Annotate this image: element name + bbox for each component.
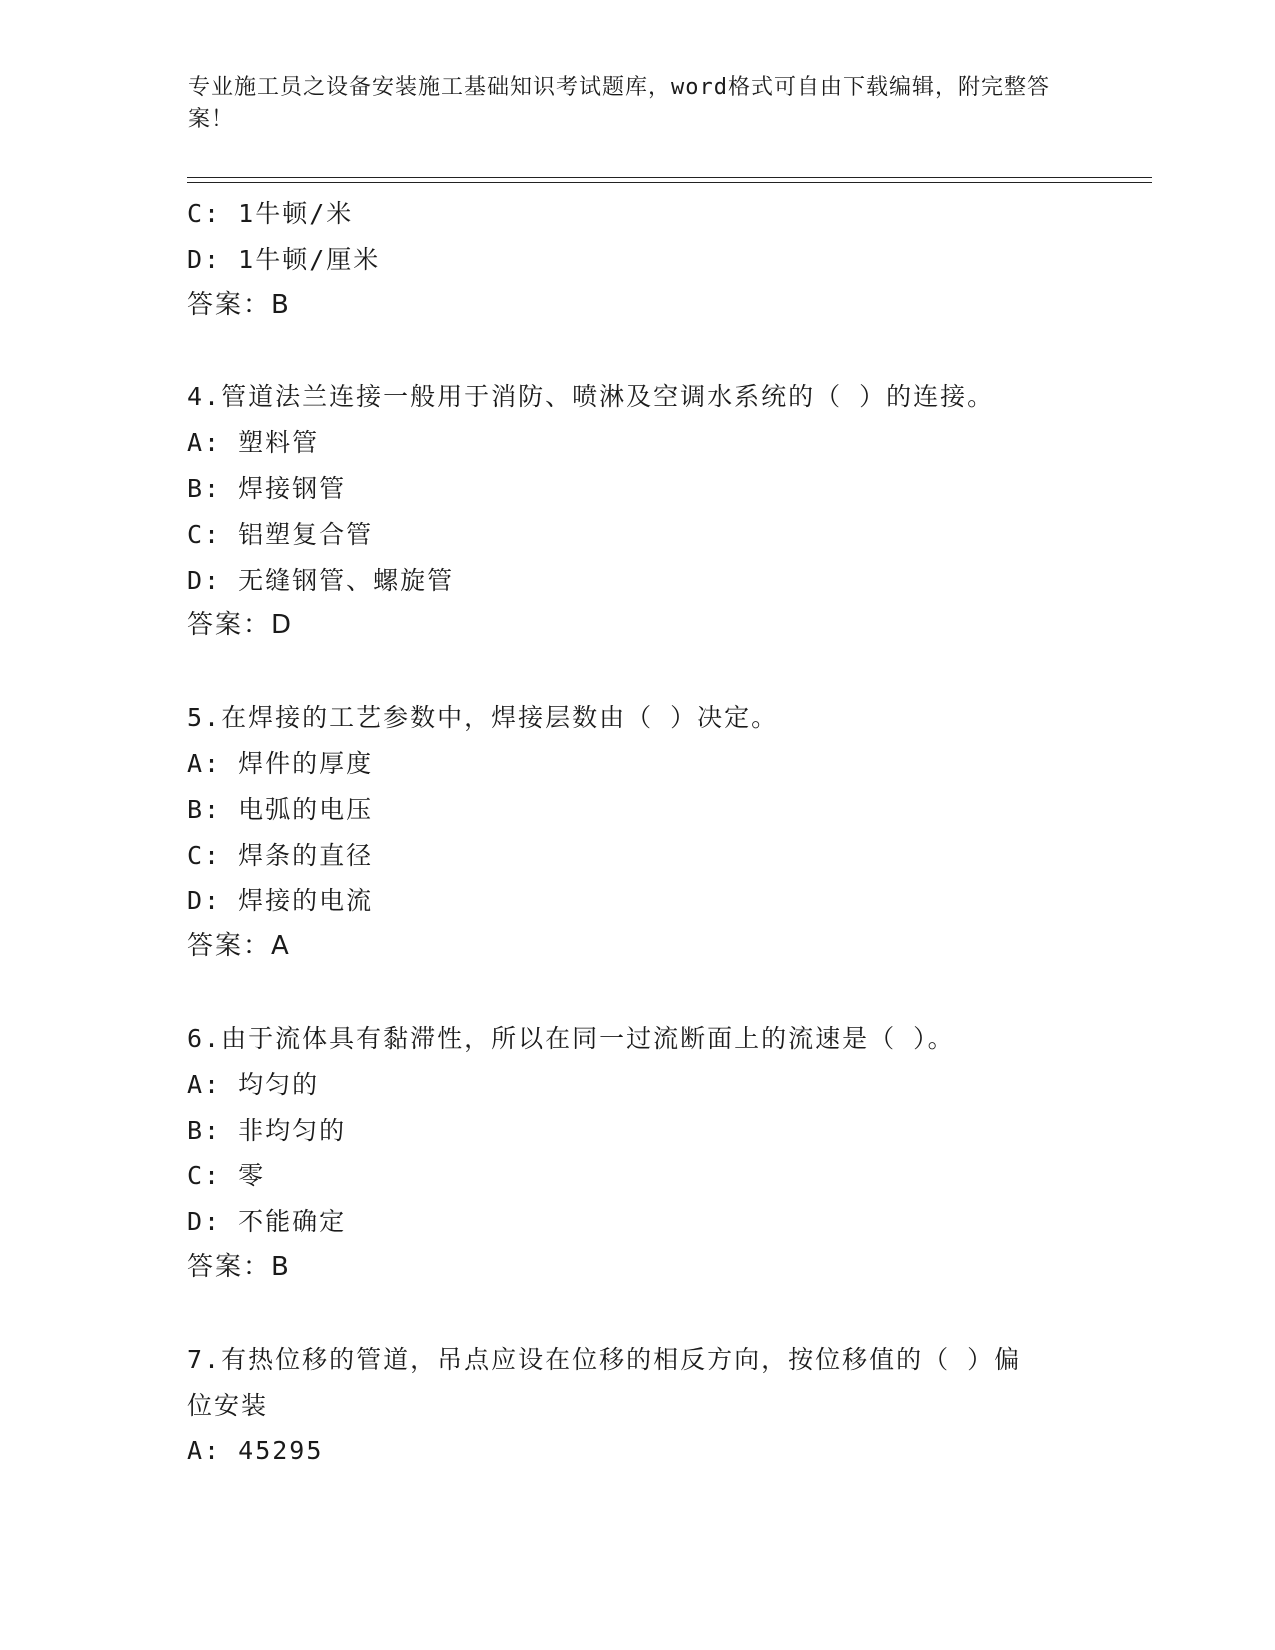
spacer — [187, 649, 1087, 695]
option-c: C: 铝塑复合管 — [187, 519, 374, 549]
question-4 — [187, 374, 1087, 649]
option-d: D: 焊接的电流 — [187, 886, 374, 916]
option-b: B: 焊接钢管 — [187, 473, 347, 503]
question-list — [187, 191, 1087, 1474]
option-a: A: 塑料管 — [187, 428, 320, 458]
option-b: B: 非均匀的 — [187, 1115, 347, 1145]
answer-label: 答案：A — [187, 931, 291, 962]
option-c: C: 1牛顿/米 — [187, 199, 354, 228]
question-5 — [187, 695, 1087, 970]
option-d: D: 无缝钢管、螺旋管 — [187, 565, 455, 595]
answer-label: 答案：B — [187, 289, 291, 320]
spacer — [187, 1291, 1087, 1337]
question-6 — [187, 1016, 1087, 1291]
option-a: A: 焊件的厚度 — [187, 748, 374, 778]
option-d: D: 1牛顿/厘米 — [187, 244, 381, 274]
option-c: C: 零 — [187, 1161, 266, 1191]
question-stem: 5.在焊接的工艺参数中，焊接层数由（ ）决定。 — [187, 703, 779, 733]
question-stem: 4.管道法兰连接一般用于消防、喷淋及空调水系统的（ ）的连接。 — [187, 382, 995, 412]
answer-label: 答案：B — [187, 1251, 291, 1282]
question-stem-line-2: 位安装 — [187, 1390, 269, 1420]
answer-label: 答案：D — [187, 610, 294, 641]
document-header: 专业施工员之设备安装施工基础知识考试题库，word格式可自由下载编辑，附完整答案！ — [188, 75, 1050, 132]
option-b: B: 电弧的电压 — [187, 794, 374, 824]
option-c: C: 焊条的直径 — [187, 840, 374, 870]
header-divider-bottom — [187, 182, 1152, 183]
header-divider-top — [187, 177, 1152, 178]
question-stem: 6.由于流体具有黏滞性，所以在同一过流断面上的流速是（ ）。 — [187, 1023, 955, 1053]
question-3-fragment — [187, 191, 1087, 328]
question-stem-line-1: 7.有热位移的管道，吊点应设在位移的相反方向，按位移值的（ ）偏 — [187, 1344, 1022, 1374]
question-7 — [187, 1337, 1087, 1474]
spacer — [187, 970, 1087, 1016]
option-a: A: 均匀的 — [187, 1069, 320, 1099]
option-d: D: 不能确定 — [187, 1207, 347, 1237]
option-a: A: 45295 — [187, 1436, 324, 1466]
spacer — [187, 328, 1087, 374]
